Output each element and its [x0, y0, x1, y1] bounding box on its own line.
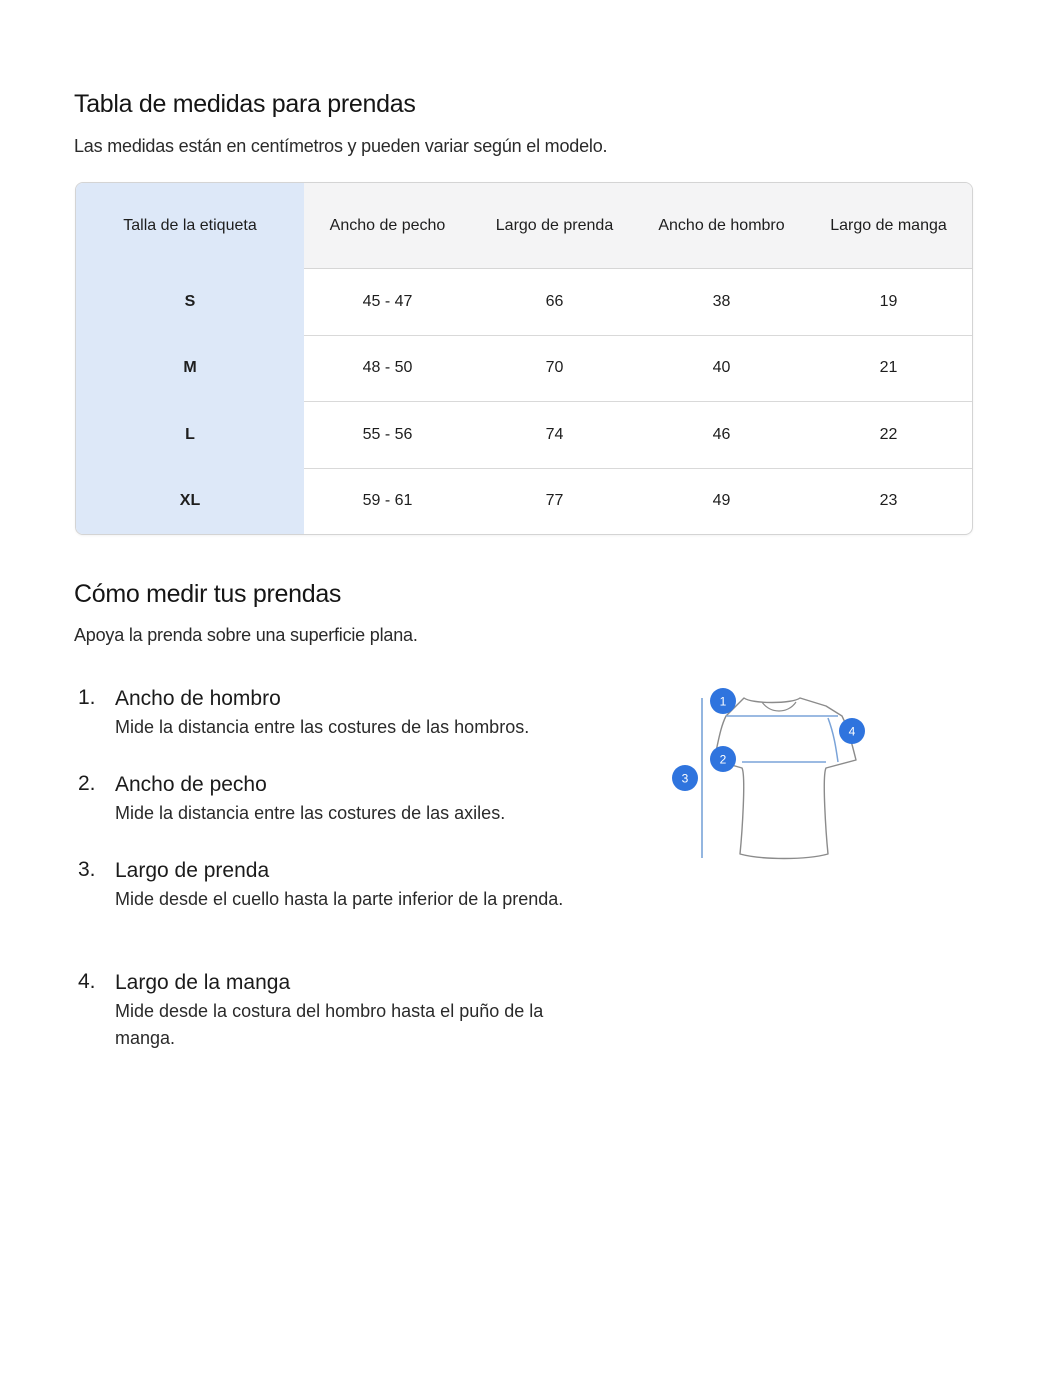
shoulder-width-cell: 40: [638, 335, 805, 402]
step-title: Largo de la manga: [115, 971, 291, 994]
size-table-subtitle: Las medidas están en centímetros y pueden variar según el modelo.: [74, 136, 608, 156]
list-item: [78, 686, 575, 741]
garment-length-cell: 66: [471, 269, 638, 336]
size-cell: S: [76, 269, 304, 336]
step-title: Ancho de hombro: [115, 687, 281, 710]
garment-length-cell: 77: [545, 492, 564, 510]
garment-length-cell: 74: [471, 402, 638, 469]
size-cell: M: [76, 335, 304, 402]
sleeve-length-cell: 19: [805, 269, 972, 336]
step-description: Mide desde el cuello hasta la parte inferior de la prenda.: [115, 889, 564, 909]
step-number: 1.: [78, 686, 96, 709]
table-row: [76, 335, 972, 402]
svg-text:2: 2: [719, 752, 727, 767]
sleeve-length-cell: 23: [879, 492, 898, 510]
step-number: 2.: [78, 772, 96, 795]
svg-text:1: 1: [719, 694, 727, 709]
marker-2: [710, 746, 736, 772]
header-shoulder-width: Ancho de hombro: [638, 183, 805, 269]
step-title: Largo de prenda: [115, 859, 270, 882]
tshirt-measure-diagram: [666, 684, 876, 864]
marker-1: [710, 688, 736, 714]
tshirt-outline-icon: [666, 684, 876, 864]
size-cell: XL: [76, 468, 304, 534]
header-size-label: Talla de la etiqueta: [76, 183, 304, 269]
size-cell: L: [76, 402, 304, 469]
how-to-measure-subtitle: Apoya la prenda sobre una superficie plana.: [74, 625, 418, 645]
chest-width-cell: 45 - 47: [304, 269, 471, 336]
chest-width-cell: 48 - 50: [304, 335, 471, 402]
step-description: Mide la distancia entre las costures de las axiles.: [115, 803, 506, 823]
header-chest-width: Ancho de pecho: [304, 183, 471, 269]
svg-text:3: 3: [681, 771, 689, 786]
shoulder-width-cell: 38: [638, 269, 805, 336]
shoulder-width-cell: 49: [712, 492, 731, 510]
size-table: [76, 183, 972, 534]
chest-width-cell: 59 - 61: [362, 492, 413, 510]
list-item: [78, 772, 575, 827]
header-garment-length: Largo de prenda: [471, 183, 638, 269]
marker-4: [839, 718, 865, 744]
table-row: [76, 402, 972, 469]
table-row: [76, 468, 972, 534]
step-number: 4.: [78, 970, 96, 993]
step-number: 3.: [78, 858, 96, 881]
step-description: Mide la distancia entre las costures de las hombros.: [115, 717, 530, 737]
header-sleeve-length: Largo de manga: [805, 183, 972, 269]
size-table-card: [75, 182, 973, 535]
sleeve-length-cell: 22: [805, 402, 972, 469]
step-title: Ancho de pecho: [115, 773, 267, 796]
shoulder-width-cell: 46: [638, 402, 805, 469]
svg-text:4: 4: [848, 724, 856, 739]
list-item: [78, 970, 575, 1052]
garment-length-cell: 70: [471, 335, 638, 402]
size-table-header-row: [76, 183, 972, 269]
sleeve-length-cell: 21: [805, 335, 972, 402]
size-table-title: Tabla de medidas para prendas: [74, 90, 416, 118]
table-row: [76, 269, 972, 336]
list-item: [78, 858, 575, 913]
marker-3: [672, 765, 698, 791]
step-description: Mide desde la costura del hombro hasta el puño de la manga.: [115, 1001, 544, 1048]
how-to-measure-title: Cómo medir tus prendas: [74, 580, 342, 608]
chest-width-cell: 55 - 56: [304, 402, 471, 469]
